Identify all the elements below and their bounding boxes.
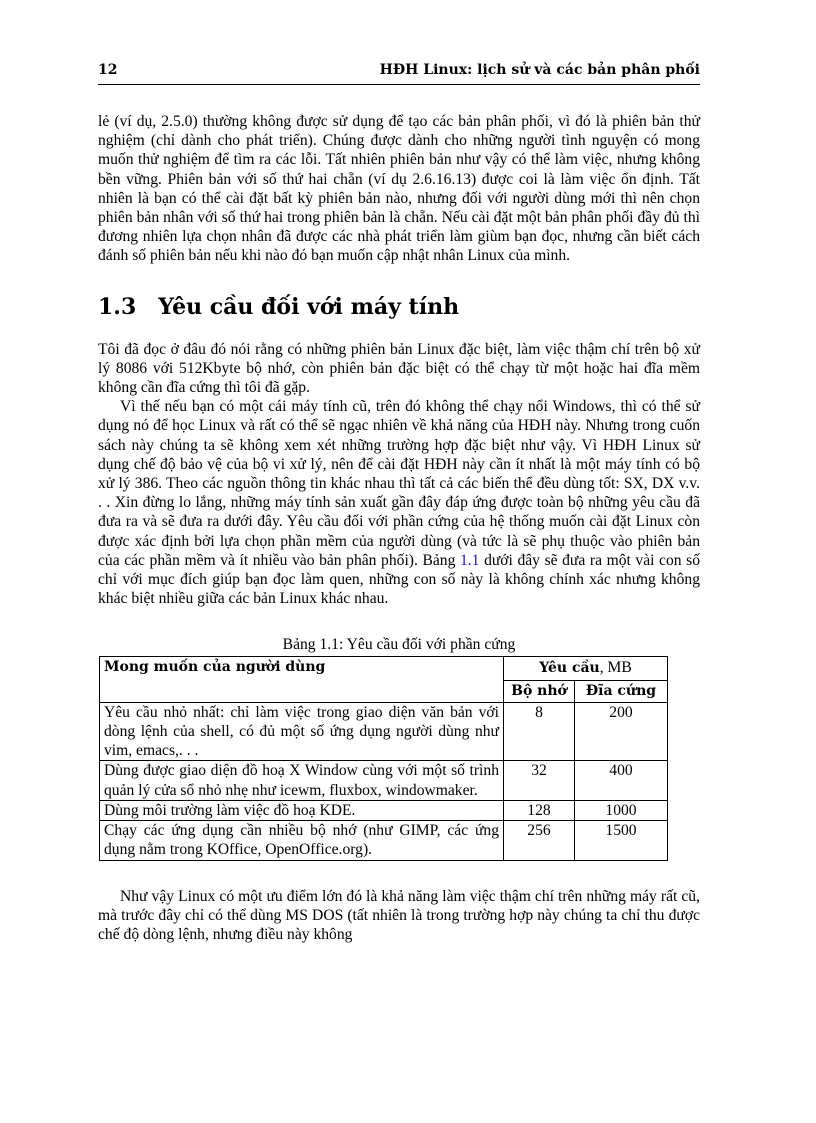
row-disk: 1500 bbox=[575, 821, 668, 860]
header-disk: Đĩa cứng bbox=[575, 680, 668, 702]
row-memory: 8 bbox=[504, 702, 575, 761]
paragraph-requirements-text-end: dưới đây sẽ đưa ra một vài con số chỉ với mục đích giúp bạn đọc làm quen, những con số này là không chính xác nhưng không khác biệt nhiều giữa các bản Linux khác nhau. bbox=[98, 551, 701, 608]
table-caption: Bảng 1.1: Yêu cầu đối với phần cứng bbox=[282, 636, 516, 654]
table-header-row bbox=[100, 657, 668, 680]
running-header bbox=[98, 62, 700, 85]
section-number: 1.3 bbox=[98, 293, 137, 320]
header-user-needs: Mong muốn của người dùng bbox=[100, 657, 504, 702]
row-description: Dùng môi trường làm việc đồ hoạ KDE. bbox=[100, 800, 504, 820]
paragraph-requirements-text: Vì thế nếu bạn có một cái máy tính cũ, trên đó không thể chạy nổi Windows, thì có thể sử dụng nó để học Linux và rất có thể sẽ ngạc nhiên về khả năng của HĐH này. Nhưng trong cuốn sách này chúng ta sẽ không xem xét những trường hợp đặc biệt như vậy. Vì HĐH Linux sử dụng chế độ bảo vệ của bộ vi xử lý, nên để cài đặt HĐH này cần ít nhất là một máy tính có bộ xử lý 386. Theo các nguồn thông tin khác nhau thì tất cả các biến thể đều dùng tốt: SX, DX v.v. . . Xin đừng lo lắng, những máy tính sản xuất gần đây đáp ứng được toàn bộ những yêu cầu đã đưa ra và sẽ đưa ra dưới đây. Yêu cầu đối với phần cứng của hệ thống muốn cài đặt Linux còn được xác định bởi lựa chọn phần mềm của người dùng (và tức là sẽ phụ thuộc vào phiên bản của các phần mềm và ít nhiều vào bản phân phối). Bảng bbox=[98, 398, 700, 569]
row-disk: 200 bbox=[575, 702, 668, 761]
row-disk: 400 bbox=[575, 761, 668, 800]
header-requirements bbox=[504, 657, 668, 680]
page bbox=[98, 62, 700, 944]
row-description: Dùng được giao diện đồ hoạ X Window cùng với một số trình quản lý cửa sổ nhỏ nhẹ như icewm, fluxbox, windowmaker. bbox=[100, 761, 504, 800]
header-requirements-label: Yêu cầu bbox=[539, 660, 600, 677]
row-description: Chạy các ứng dụng cần nhiều bộ nhớ (như GIMP, các ứng dụng nằm trong KOffice, OpenOffice.org). bbox=[100, 821, 504, 860]
section-title: Yêu cầu đối với máy tính bbox=[158, 293, 460, 320]
table-reference-link[interactable]: 1.1 bbox=[459, 551, 480, 569]
header-requirements-unit: , MB bbox=[599, 659, 632, 677]
row-disk: 1000 bbox=[575, 800, 668, 820]
row-memory: 256 bbox=[504, 821, 575, 860]
requirements-table bbox=[99, 656, 668, 860]
paragraph-conclusion: Như vậy Linux có một ưu điểm lớn đó là khả năng làm việc thậm chí trên những máy rất cũ, mà trước đây chỉ có thể dùng MS DOS (tất nhiên là trong trường hợp này chúng ta chỉ thu được chế độ dòng lệnh, nhưng điều này không bbox=[98, 887, 700, 943]
table-row bbox=[100, 821, 668, 860]
page-number: 12 bbox=[98, 62, 118, 78]
row-memory: 32 bbox=[504, 761, 575, 800]
header-memory: Bộ nhớ bbox=[504, 680, 575, 702]
intro-paragraph: lẻ (ví dụ, 2.5.0) thường không được sử dụng để tạo các bản phân phối, vì đó là phiên bản thử nghiệm (chỉ dành cho phát triển). Chúng được dành cho những người tình nguyện có mong muốn thử nghiệm để tìm ra các lỗi. Tất nhiên phiên bản như vậy có thể làm việc, nhưng không bền vững. Phiên bản với số thứ hai chẵn (ví dụ 2.6.16.13) được coi là làm việc ổn định. Tất nhiên là bạn có thể cài đặt bất kỳ phiên bản nào, nhưng đối với người dùng mới thì nên chọn phiên bản nhân với số thứ hai trong phiên bản là chẵn. Nếu cài đặt một bản phân phối đầy đủ thì đương nhiên lựa chọn nhân đã được các nhà phát triển làm giùm bạn đọc, nhưng cần biết cách đánh số phiên bản nếu khi nào đó bạn muốn cập nhật nhân Linux của mình. bbox=[98, 113, 700, 265]
paragraph-requirements bbox=[98, 397, 700, 608]
section-heading bbox=[98, 294, 700, 320]
row-memory: 128 bbox=[504, 800, 575, 820]
table-row bbox=[100, 702, 668, 761]
table-row bbox=[100, 800, 668, 820]
table-row bbox=[100, 761, 668, 800]
running-title: HĐH Linux: lịch sử và các bản phân phối bbox=[379, 62, 700, 78]
paragraph-old-hardware: Tôi đã đọc ở đâu đó nói rằng có những phiên bản Linux đặc biệt, làm việc thậm chí trên bộ xử lý 8086 với 512Kbyte bộ nhớ, còn phiên bản đặc biệt có thể chạy từ một hoặc hai đĩa mềm không cần đĩa cứng thì tôi đã gặp. bbox=[98, 340, 700, 397]
row-description: Yêu cầu nhỏ nhất: chỉ làm việc trong giao diện văn bản với dòng lệnh của shell, có đủ một số ứng dụng người dùng như vim, emacs,. . . bbox=[100, 702, 504, 761]
